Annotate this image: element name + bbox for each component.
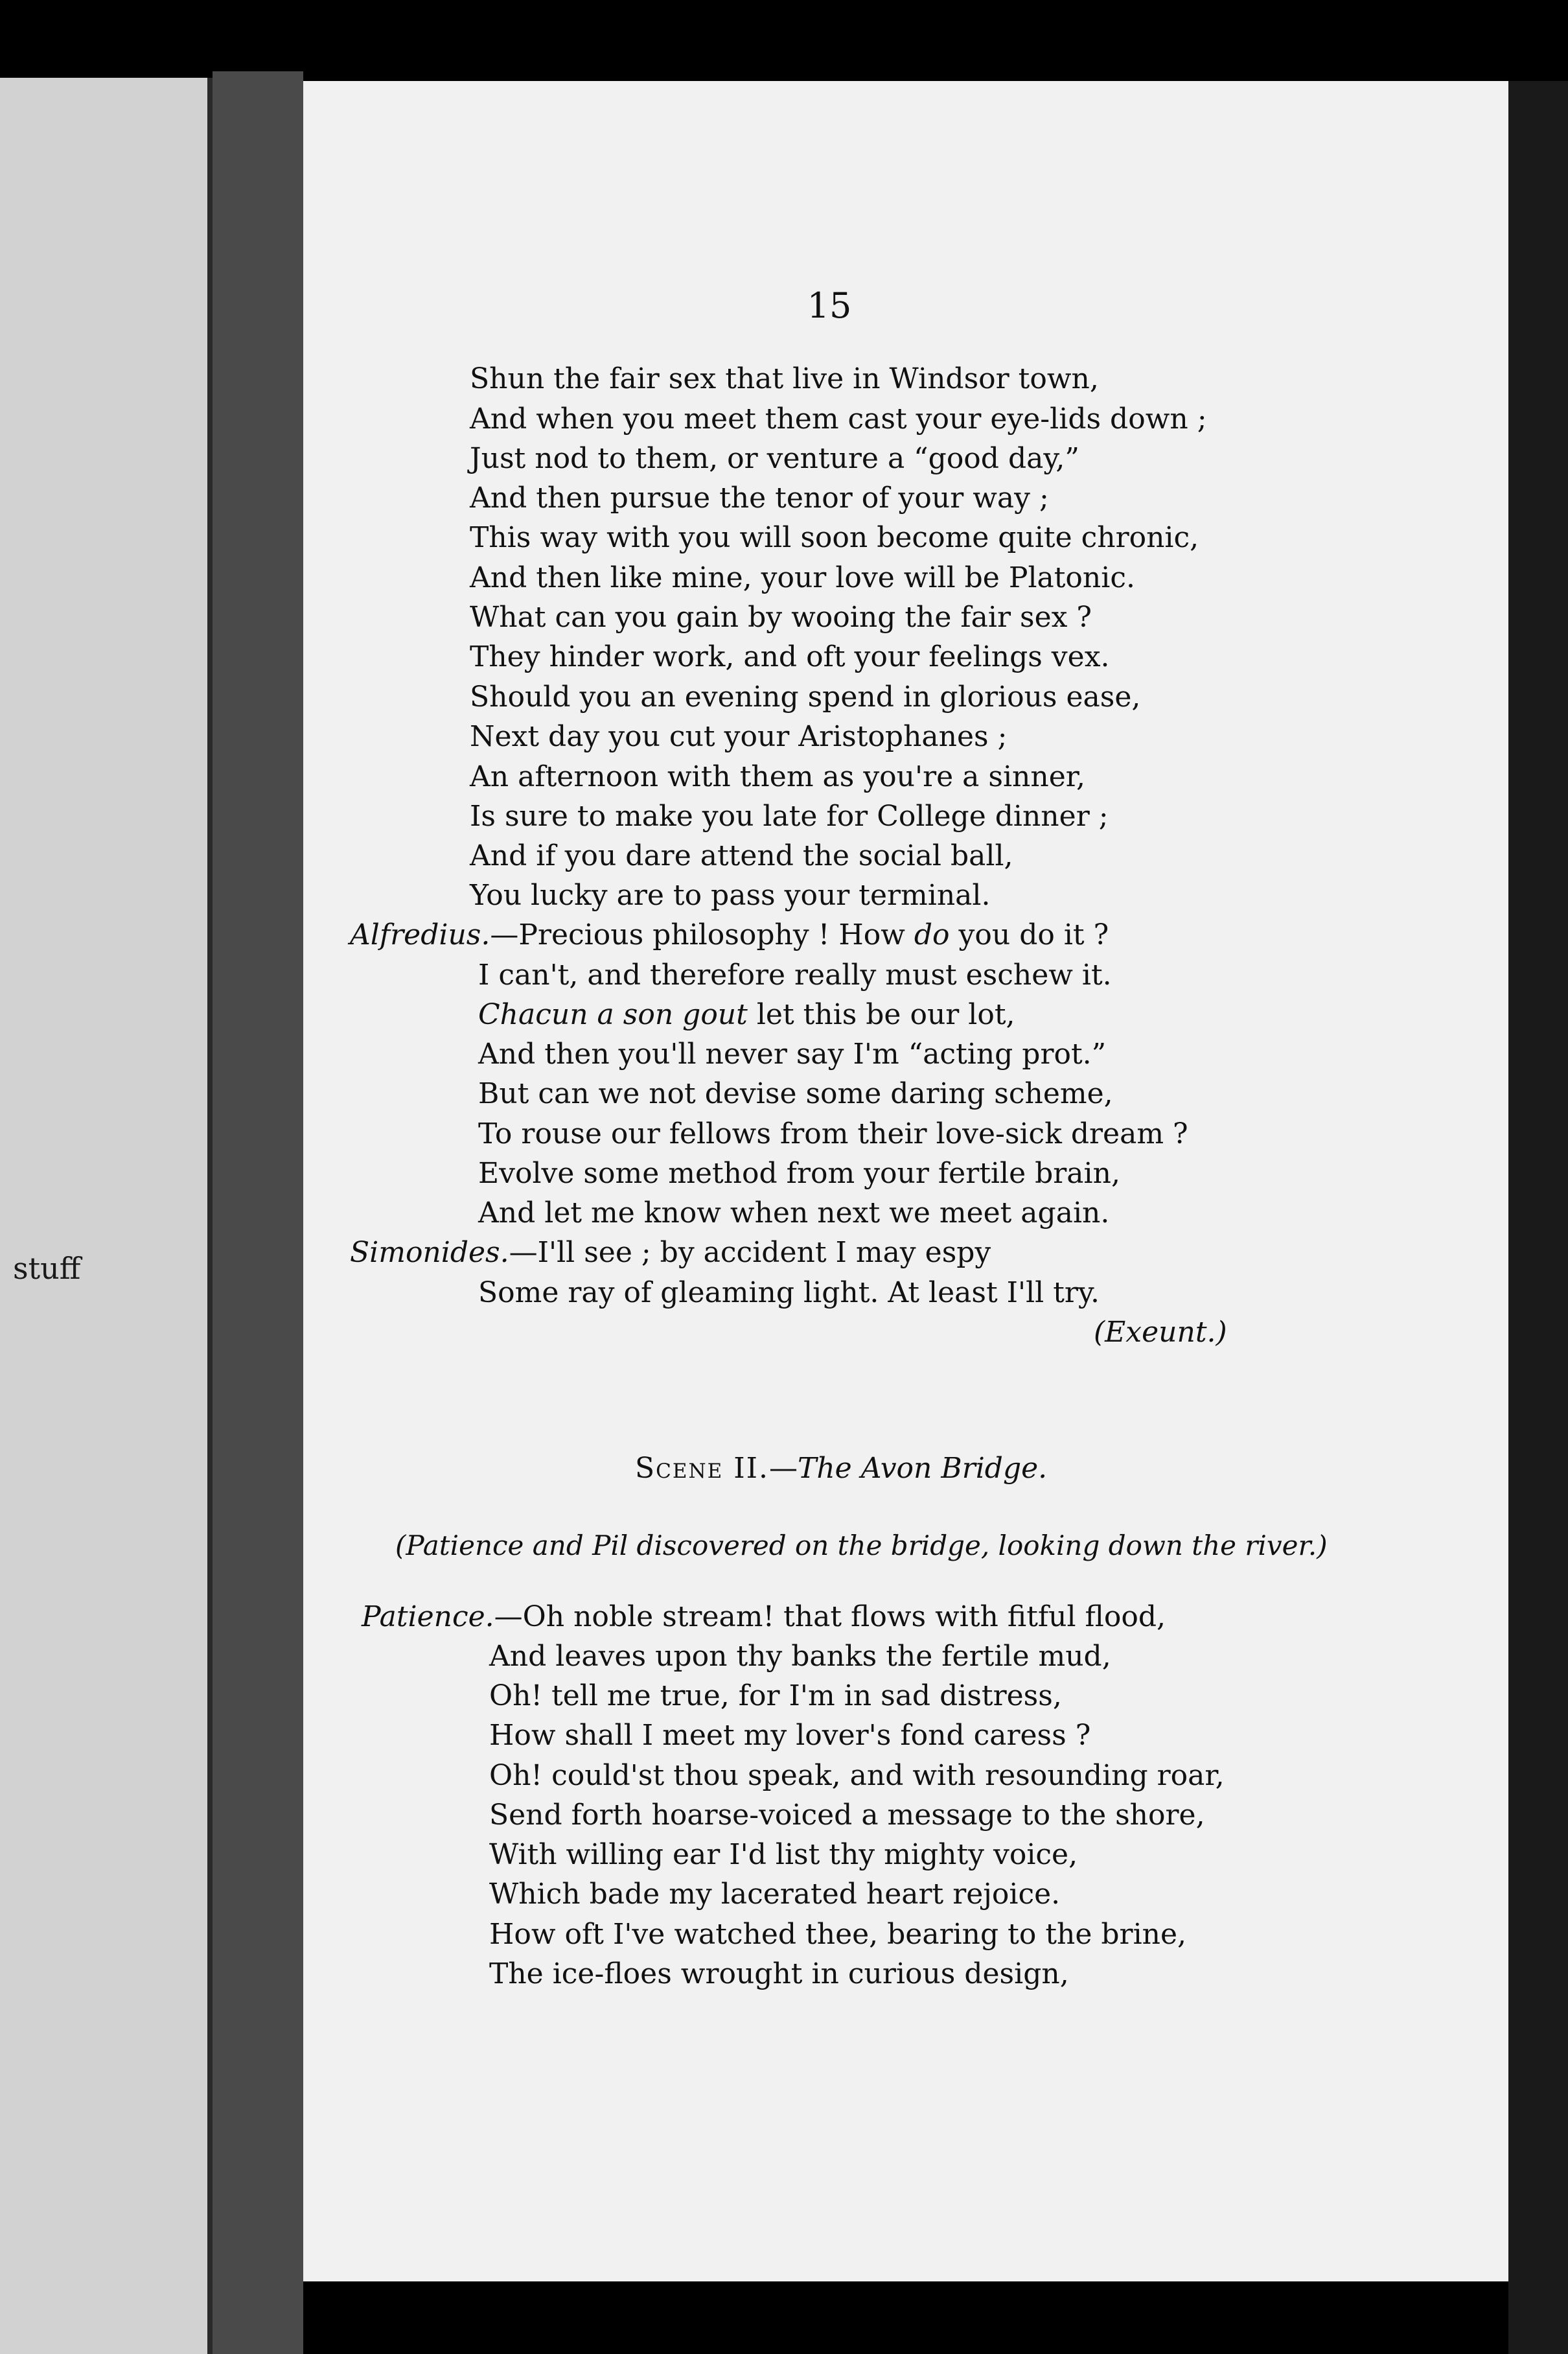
verse-line: Evolve some method from your fertile brain, — [478, 1157, 1120, 1190]
speech-line — [350, 916, 1109, 955]
scene-dash: — — [768, 1452, 798, 1485]
verse-line: Just nod to them, or venture a “good day,” — [470, 442, 1079, 475]
verse-line: Oh! tell me true, for I'm in sad distress, — [489, 1679, 1062, 1712]
verse-line: But can we not devise some daring scheme, — [478, 1077, 1113, 1110]
verse-line: This way with you will soon become quite chronic, — [470, 521, 1199, 554]
scene-heading — [635, 1452, 1047, 1485]
verse-line: They hinder work, and oft your feelings vex. — [470, 640, 1110, 673]
verse-line: To rouse our fellows from their love-sick dream ? — [478, 1117, 1188, 1150]
verse-line: Some ray of gleaming light. At least I'll try. — [478, 1276, 1100, 1309]
left-page — [0, 78, 213, 2354]
verse-line: And then you'll never say I'm “acting prot.” — [478, 1038, 1107, 1071]
verse-line: And if you dare attend the social ball, — [470, 839, 1013, 872]
verse-line: Is sure to make you late for College dinner ; — [470, 800, 1109, 833]
page-number: 15 — [807, 285, 852, 326]
verse-line: Should you an evening spend in glorious ease, — [470, 681, 1141, 714]
verse-line: What can you gain by wooing the fair sex ? — [470, 601, 1092, 634]
speech-line — [362, 1598, 1166, 1637]
verse-line: And then pursue the tenor of your way ; — [470, 482, 1049, 515]
speech-line — [350, 1233, 991, 1272]
verse-line — [478, 996, 1015, 1034]
verse-line: An afternoon with them as you're a sinner, — [470, 760, 1085, 793]
verse-line: Oh! could'st thou speak, and with resounding roar, — [489, 1759, 1225, 1792]
scene-location: The Avon Bridge. — [797, 1452, 1048, 1485]
verse-line: Next day you cut your Aristophanes ; — [470, 720, 1008, 753]
verse-line: The ice-floes wrought in curious design, — [489, 1957, 1069, 1990]
speech-text: —I'll see ; by accident I may espy — [509, 1236, 991, 1269]
verse-line: Send forth hoarse-voiced a message to the shore, — [489, 1799, 1205, 1832]
right-page-edge — [1508, 81, 1568, 2354]
verse-line: And leaves upon thy banks the fertile mud, — [489, 1640, 1111, 1673]
scene-label: Scene II. — [635, 1452, 769, 1485]
speech-text: let this be our lot, — [747, 998, 1015, 1031]
speech-text: —Oh noble stream! that flows with fitful flood, — [494, 1600, 1166, 1633]
emphasis-text: do — [914, 918, 950, 951]
speech-text: you do it ? — [949, 918, 1109, 951]
verse-line: How shall I meet my lover's fond caress ? — [489, 1719, 1091, 1752]
verse-line: You lucky are to pass your terminal. — [470, 879, 991, 912]
page-gutter — [213, 71, 303, 2354]
verse-line: And then like mine, your love will be Platonic. — [470, 561, 1135, 594]
verse-line: Shun the fair sex that live in Windsor town, — [470, 362, 1099, 395]
speech-text: —Precious philosophy ! How — [490, 918, 914, 951]
verse-line: With willing ear I'd list thy mighty voice, — [489, 1838, 1078, 1871]
verse-line: How oft I've watched thee, bearing to the brine, — [489, 1918, 1187, 1951]
verse-line: I can't, and therefore really must eschew it. — [478, 959, 1112, 992]
stage-direction: (Patience and Pil discovered on the bridge, looking down the river.) — [395, 1530, 1328, 1561]
speaker-name: Simonides. — [350, 1236, 509, 1269]
verse-line: And let me know when next we meet again. — [478, 1196, 1110, 1229]
french-phrase: Chacun a son gout — [478, 998, 748, 1031]
speaker-name: Patience. — [362, 1600, 494, 1633]
verse-line: And when you meet them cast your eye-lids down ; — [470, 402, 1207, 436]
speaker-name: Alfredius. — [350, 918, 490, 951]
verse-line: Which bade my lacerated heart rejoice. — [489, 1878, 1061, 1911]
margin-word: stuff — [13, 1251, 81, 1286]
exeunt-direction: (Exeunt.) — [1094, 1316, 1227, 1349]
